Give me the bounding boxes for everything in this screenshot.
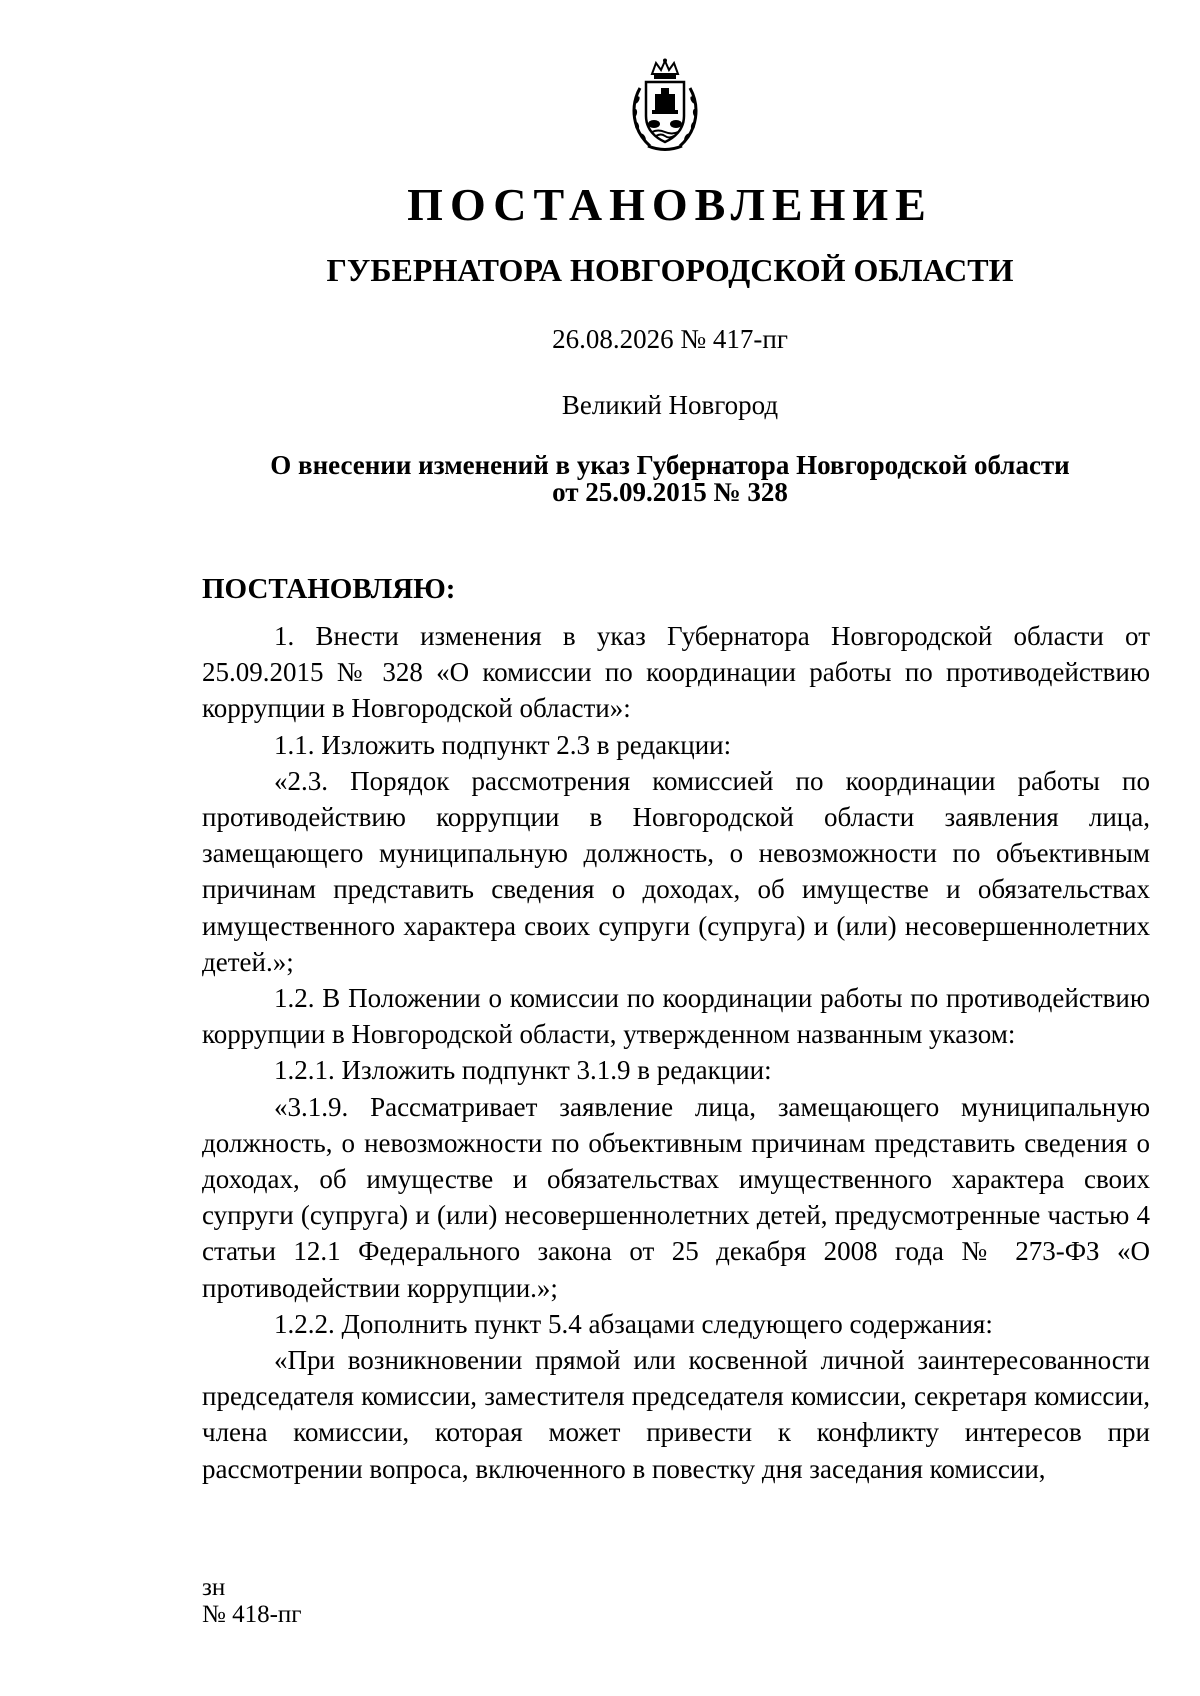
paragraph: «При возникновении прямой или косвенной личной заинтересованности председателя комиссии, заместителя председателя комиссии, секретаря комиссии, члена комиссии, которая может привести к конфликту интересов при рассмотрении вопроса, включенного в повестку дня заседания комиссии, [202,1345,1150,1484]
paragraph: 1.2. В Положении о комиссии по координации работы по противодействию коррупции в Новгородской области, утвержденном названным указом: [202,983,1150,1050]
document-title: ПОСТАНОВЛЕНИЕ [407,179,933,230]
number-sign: № [680,324,707,354]
coat-of-arms-icon [628,58,702,154]
footer-doc-number: № 418-пг [202,1601,302,1628]
paragraph: «3.1.9. Рассматривает заявление лица, замещающего муниципальную должность, о невозможности по объективным причинам представить сведения о доходах, об имуществе и обязательствах имущественного характера своих супруги (супруга) и (или) несовершеннолетних детей, предусмотренные частью 4 статьи 12.1 Федерального закона от 25 декабря 2008 года № 273-ФЗ «О противодействии коррупции.»; [202,1091,1150,1303]
document-number: 417-пг [712,324,788,354]
document-footer [202,1574,302,1628]
decree-word: ПОСТАНОВЛЯЮ: [202,573,456,605]
paragraph: «2.3. Порядок рассмотрения комиссией по координации работы по противодействию коррупции в Новгородской области заявления лица, замещающего муниципальную должность, о невозможности по объективным причинам представить сведения о доходах, об имуществе и обязательствах имущественного характера своих супруги (супруга) и (или) несовершеннолетних детей.»; [202,765,1150,977]
heading-line-2: от 25.09.2015 № 328 [552,477,788,507]
document-body [202,618,1150,1487]
document-subtitle: ГУБЕРНАТОРА НОВГОРОДСКОЙ ОБЛАСТИ [326,252,1014,288]
document-date: 26.08.2026 [552,324,674,354]
city: Великий Новгород [561,390,779,420]
paragraph: 1.2.2. Дополнить пункт 5.4 абзацами следующего содержания: [274,1308,993,1339]
paragraph: 1.1. Изложить подпункт 2.3 в редакции: [274,729,732,760]
document-heading [0,452,1200,506]
author-initials: зн [202,1574,226,1601]
paragraph: 1.2.1. Изложить подпункт 3.1.9 в редакции: [274,1055,772,1086]
date-number-line [0,322,1200,356]
paragraph: 1. Внести изменения в указ Губернатора Новгородской области от 25.09.2015 № 328 «О комиссии по координации работы по противодействию коррупции в Новгородской области»: [202,621,1150,724]
heading-line-1: О внесении изменений в указ Губернатора Новгородской области [270,450,1070,480]
